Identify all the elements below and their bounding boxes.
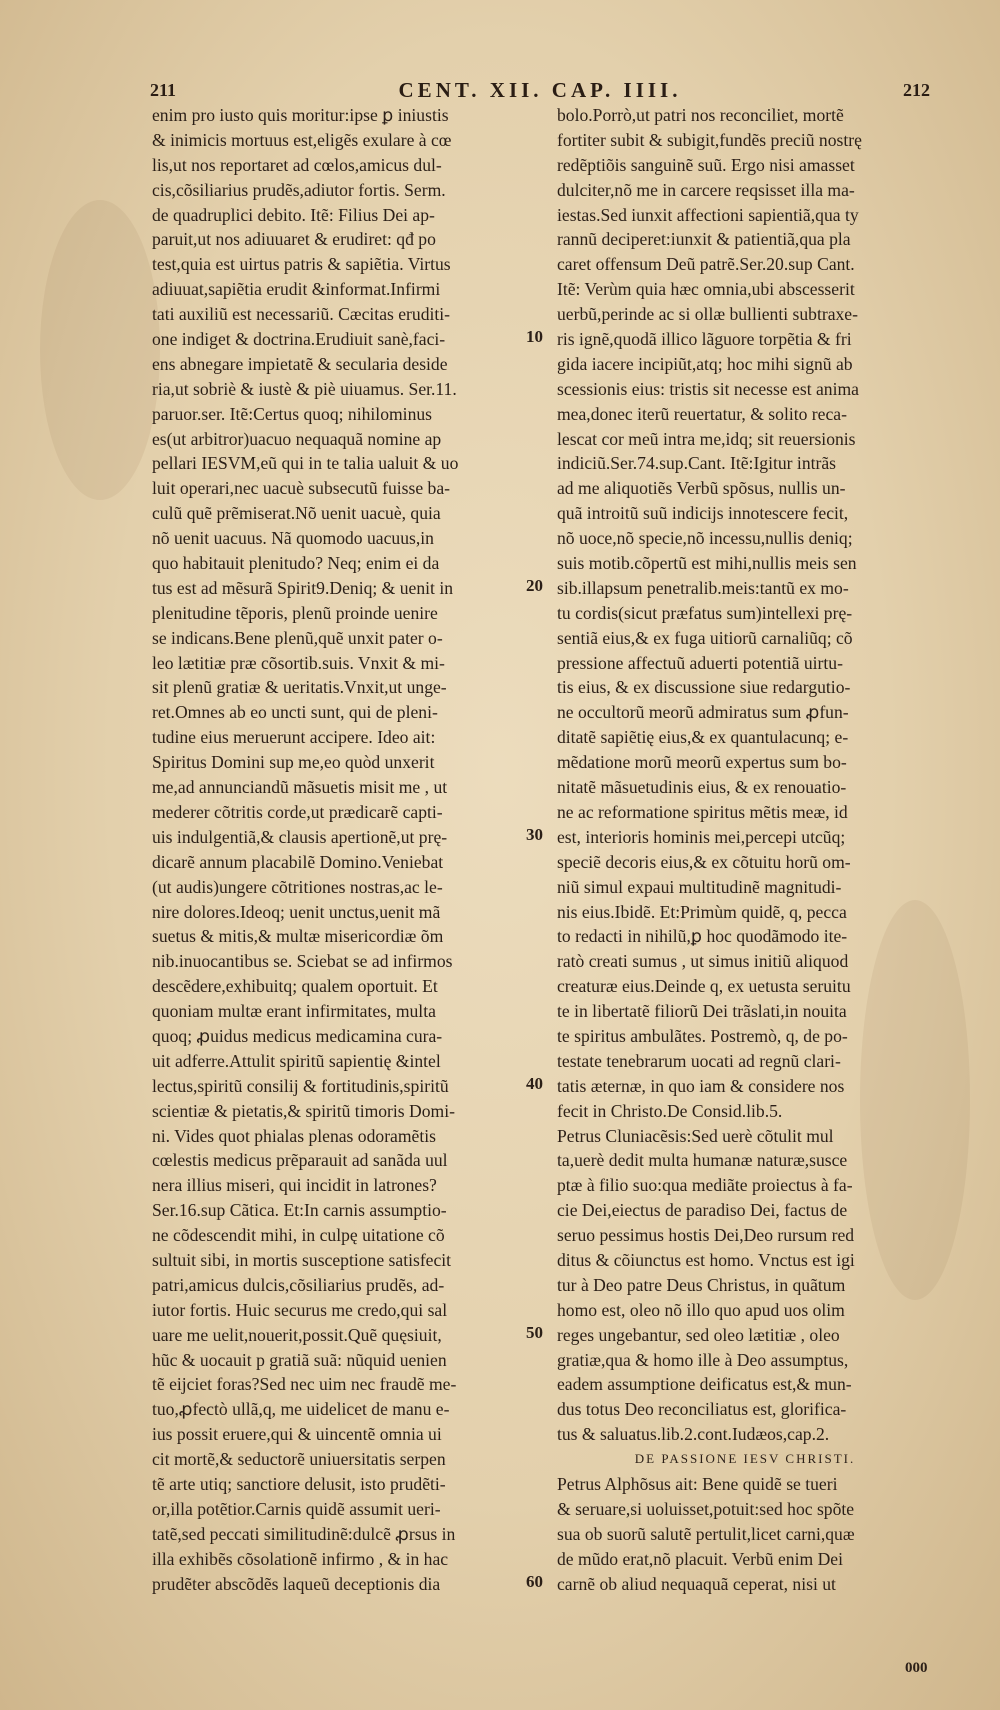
text-line: luit operari,nec uacuè subsecutũ fuisse ba- (152, 478, 451, 499)
text-line: cie Dei,eiectus de paradiso Dei, factus de (557, 1200, 848, 1221)
text-line: ad me aliquotiẽs Verbũ spõsus, nullis un- (557, 478, 846, 499)
text-line: lis,ut nos reportaret ad cœlos,amicus dul- (152, 154, 442, 175)
text-line: tẽ eijciet foras?Sed nec uim nec fraudẽ me- (152, 1374, 457, 1395)
text-line: nis eius.Ibidẽ. Et:Primùm quidẽ, q, pecca (557, 901, 847, 922)
text-line: sentiã eius,& ex fuga uitiorũ carnaliũq; cõ (557, 627, 853, 648)
text-line: te spiritus ambulãtes. Postremò, q, de po- (557, 1025, 848, 1046)
right-text-column (557, 103, 933, 1596)
text-line: fecit in Christo.De Consid.lib.5. (557, 1100, 783, 1121)
text-line: ni. Vides quot phialas plenas odoramẽtis (152, 1125, 436, 1146)
text-line: nõ uenit uacuus. Nã quomodo uacuus,in (152, 528, 434, 549)
text-line: paruor.ser. Itẽ:Certus quoq; nihilominus (152, 403, 433, 424)
catchword: 000 (905, 1660, 928, 1676)
text-line: ria,ut sobriè & iustè & piè uiuamus. Ser.11. (152, 378, 457, 399)
text-line: nera illius miseri, qui incidit in latrones? (152, 1175, 437, 1196)
text-line: iutor fortis. Huic securus me credo,qui sal (152, 1299, 448, 1320)
text-line: ens abnegare impietatẽ & secularia deside (152, 353, 448, 374)
text-line: quoq; ꝓuidus medicus medicamina cura- (152, 1025, 443, 1046)
text-line: uis indulgentiã,& clausis apertionẽ,ut prę- (152, 826, 448, 847)
text-line: se indicans.Bene plenũ,quẽ unxit pater o- (152, 627, 443, 648)
text-line: tis eius, & ex discussione siue redargutio- (557, 677, 851, 698)
text-line: descẽdere,exhibuitq; qualem oportuit. Et (152, 976, 438, 997)
text-line: te in libertatẽ filiorũ Dei trãslati,in nouita (557, 1001, 847, 1022)
text-line: one indiget & doctrina.Erudiuit sanè,faci- (152, 329, 446, 350)
text-line: ne occultorũ meorũ admiratus sum ꝓfun- (557, 702, 849, 723)
text-line: cœlestis medicus prẽparauit ad sanãda uul (152, 1150, 448, 1171)
text-line: homo est, oleo nõ illo quo apud uos olim (557, 1299, 845, 1320)
text-line: quã introitũ suũ indicijs innotescere fecit, (557, 503, 849, 524)
text-line: iestas.Sed iunxit affectioni sapientiã,qua ty (557, 204, 859, 225)
text-line: illa exhibẽs cõsolationẽ infirmo , & in hac (152, 1548, 449, 1569)
text-line: rannũ deciperet:iunxit & patientiã,qua pla (557, 229, 851, 250)
text-line: lectus,spiritũ consilij & fortitudinis,spiritũ (152, 1075, 449, 1096)
text-line: fortiter subit & subigit,fundẽs preciũ nostrę (557, 129, 862, 150)
text-line: paruit,ut nos adiuuaret & erudiret: qđ po (152, 229, 436, 250)
text-line: reges ungebantur, sed oleo lætitiæ , oleo (557, 1324, 840, 1345)
text-line: tatẽ,sed peccati similitudinẽ:dulcẽ ꝓrsus in (152, 1523, 456, 1544)
text-line: tus & saluatus.lib.2.cont.Iudæos,cap.2. (557, 1424, 830, 1445)
text-line: tuo,ꝓfectò ullã,q, me uidelicet de manu e- (152, 1399, 450, 1420)
text-line: me,ad annunciandũ mãsuetis misit me , ut (152, 777, 448, 798)
text-line: Petrus Cluniacẽsis:Sed uerè cõtulit mul (557, 1125, 834, 1146)
text-line: & inimicis mortuus est,eligẽs exulare à cœ (152, 129, 452, 150)
left-text-column (152, 103, 524, 1596)
text-line: ris ignẽ,quodã illico lãguore torpẽtia & fri (557, 329, 852, 350)
text-line: mẽdatione morũ meorũ expertus sum bo- (557, 752, 847, 773)
text-line: quoniam multæ erant infirmitates, multa (152, 1001, 436, 1022)
text-line: quo habitauit plenitudo? Neq; enim ei da (152, 553, 440, 574)
text-line: sib.illapsum penetralib.meis:tantũ ex mo- (557, 577, 849, 598)
text-line: ditus & cõiunctus est homo. Vnctus est igi (557, 1249, 855, 1270)
text-line: est, interioris hominis mei,percepi utcũq; (557, 826, 846, 847)
text-line: caret offensum Deũ patrẽ.Ser.20.sup Cant. (557, 254, 855, 275)
text-line: mederer cõtritis corde,ut prædicarẽ capti- (152, 801, 443, 822)
text-line: bolo.Porrò,ut patri nos reconciliet, mortẽ (557, 105, 844, 125)
line-number: 40 (526, 1074, 543, 1094)
text-line: ta,uerè dedit multa humanæ naturæ,susce (557, 1150, 848, 1171)
text-line: ditatẽ sapiẽtię eius,& ex quantulacunq; e- (557, 727, 849, 748)
text-line: plenitudine tẽporis, plenũ proinde uenire (152, 602, 438, 623)
text-line: suetus & mitis,& multæ misericordiæ õm (152, 926, 444, 947)
text-line: uit adferre.Attulit spiritũ sapientię &intel (152, 1050, 441, 1071)
line-number: 20 (526, 576, 543, 596)
text-line: niũ simul expaui multitudinẽ magnitudi- (557, 876, 842, 897)
text-line: adiuuat,sapiẽtia erudit &informat.Infirmi (152, 279, 441, 300)
text-line: Ser.16.sup Cãtica. Et:In carnis assumptio- (152, 1200, 447, 1221)
text-line: lescat cor meũ intra me,idq; sit reuersionis (557, 428, 856, 449)
text-line: & seruare,si uoluisset,potuit:sed hoc spõte (557, 1498, 855, 1519)
text-line: pellari IESVM,eũ qui in te talia ualuit & uo (152, 453, 459, 474)
text-line: dicarẽ annum placabilẽ Domino.Veniebat (152, 851, 444, 872)
text-line: suis motib.cõpertũ est mihi,nullis meis sen (557, 553, 857, 574)
text-line: Itẽ: Verùm quia hæc omnia,ubi abscesserit (557, 279, 855, 300)
text-line: mea,donec iterũ reuertatur, & solito reca- (557, 403, 847, 424)
text-line: ptæ à filio suo:qua mediãte proiectus à fa- (557, 1175, 853, 1196)
text-line: gida iacere incipiũt,atq; hoc mihi signũ ab (557, 353, 853, 374)
text-line: nire dolores.Ideoq; uenit unctus,uenit mã (152, 901, 441, 922)
running-title: CENT. XII. CAP. IIII. (398, 78, 682, 102)
paper-stain (40, 200, 160, 500)
text-line: tus est ad mẽsurã Spirit9.Deniq; & uenit in (152, 577, 454, 598)
text-line: to redacti in nihilũ,ꝑ hoc quodãmodo ite- (557, 926, 848, 947)
text-line: ne ac reformatione spiritus mẽtis meæ, id (557, 801, 848, 822)
text-line: tur à Deo patre Deus Christus, in quãtum (557, 1274, 846, 1295)
text-line: nitatẽ mãsuetudinis eius, & ex renouatio- (557, 777, 847, 798)
text-line: sua ob suorũ salutẽ pertulit,licet carni,quæ (557, 1523, 855, 1544)
text-line: uare me uelit,nouerit,possit.Quẽ quęsiuit, (152, 1324, 442, 1345)
text-line: nib.inuocantibus se. Sciebat se ad infirmos (152, 951, 453, 972)
text-line: carnẽ ob aliud nequaquã ceperat, nisi ut (557, 1573, 836, 1594)
text-line: scessionis eius: tristis sit necesse est anima (557, 378, 859, 399)
text-line: ne cõdescendit mihi, in culpę uitatione cõ (152, 1225, 445, 1246)
text-line: de mũdo erat,nõ placuit. Verbũ enim Dei (557, 1548, 843, 1569)
text-line: uerbũ,perinde ac si ollæ bullienti subtraxe- (557, 304, 858, 325)
text-line: hũc & uocauit p gratiã suã: nũquid uenien (152, 1349, 447, 1370)
text-line: sit plenũ gratiæ & ueritatis.Vnxit,ut unge- (152, 677, 447, 698)
text-line: tati auxiliũ est necessariũ. Cæcitas eruditi- (152, 304, 451, 325)
text-line: scientiæ & pietatis,& spiritũ timoris Domi- (152, 1100, 455, 1121)
text-line: patri,amicus dulcis,cõsiliarius prudẽs, ad- (152, 1274, 445, 1295)
text-line: nõ uoce,nõ specie,nõ incessu,nullis deniq; (557, 528, 853, 549)
text-line: ratò creati sumus , ut simus initiũ aliquod (557, 951, 849, 972)
text-line: culũ quẽ prẽmiserat.Nõ uenit uacuè, quia (152, 503, 441, 524)
text-line: ret.Omnes ab eo uncti sunt, qui de pleni- (152, 702, 438, 723)
text-line: dulciter,nõ me in carcere reqsisset illa ma- (557, 179, 855, 200)
text-line: leo lætitiæ præ cõsortib.suis. Vnxit & mi- (152, 652, 445, 673)
text-line: prudẽter abscõdẽs laqueũ deceptionis dia (152, 1573, 441, 1594)
line-number: 60 (526, 1572, 543, 1592)
folio-number-right: 212 (903, 80, 930, 100)
text-line: sultuit sibi, in mortis susceptione satisfecit (152, 1249, 452, 1270)
page-header (150, 78, 930, 106)
text-line: (ut audis)ungere cõtritiones nostras,ac le- (152, 876, 443, 897)
line-number: 50 (526, 1323, 543, 1343)
text-line: or,illa potẽtior.Carnis quidẽ assumit ueri- (152, 1498, 441, 1519)
text-line: cis,cõsiliarius prudẽs,adiutor fortis. Serm. (152, 179, 446, 200)
text-line: tatis æternæ, in quo iam & considere nos (557, 1075, 845, 1096)
text-line: tẽ arte utiq; sanctiore delusit, isto prudẽti- (152, 1473, 446, 1494)
folio-number-left: 211 (150, 80, 177, 100)
text-line: indiciũ.Ser.74.sup.Cant. Itẽ:Igitur intrãs (557, 453, 837, 474)
text-line: pressione affectuũ aduerti potentiã uirtu- (557, 652, 843, 673)
text-line: Petrus Alphõsus ait: Bene quidẽ se tueri (557, 1473, 838, 1494)
text-line: testate tenebrarum uocati ad regnũ clari- (557, 1050, 841, 1071)
text-line: ius possit eruere,qui & uincentẽ omnia ui (152, 1424, 442, 1445)
text-line: redẽptiõis sanguinẽ suũ. Ergo nisi amasset (557, 154, 855, 175)
text-line: Spiritus Domini sup me,eo quòd unxerit (152, 752, 435, 773)
text-line: cit mortẽ,& seductorẽ uniuersitatis serpen (152, 1449, 446, 1470)
text-line: test,quia est uirtus patris & sapiẽtia. Virtus (152, 254, 451, 275)
line-number: 10 (526, 327, 543, 347)
text-line: tu cordis(sicut præfatus sum)intellexi prę- (557, 602, 853, 623)
text-line: enim pro iusto quis moritur:ipse ꝑ iniustis (152, 105, 449, 125)
text-line: gratiæ,qua & homo ille à Deo assumptus, (557, 1349, 849, 1370)
text-line: creaturæ eius.Deinde q, ex uetusta seruitu (557, 976, 851, 997)
text-line: seruo pessimus hostis Dei,Deo rursum red (557, 1225, 855, 1246)
text-line: eadem assumptione deificatus est,& mun- (557, 1374, 852, 1395)
text-line: DE PASSIONE IESV CHRISTI. (634, 1451, 856, 1467)
text-line: dus totus Deo reconciliatus est, glorifica- (557, 1399, 847, 1420)
text-line: tudine eius meruerunt accipere. Ideo ait: (152, 727, 436, 748)
text-line: es(ut arbitror)uacuo nequaquã nomine ap (152, 428, 442, 449)
text-line: speciẽ decoris eius,& ex cõtuitu horũ om- (557, 851, 851, 872)
line-number: 30 (526, 825, 543, 845)
text-line: de quadruplici debito. Itẽ: Filius Dei ap- (152, 204, 435, 225)
